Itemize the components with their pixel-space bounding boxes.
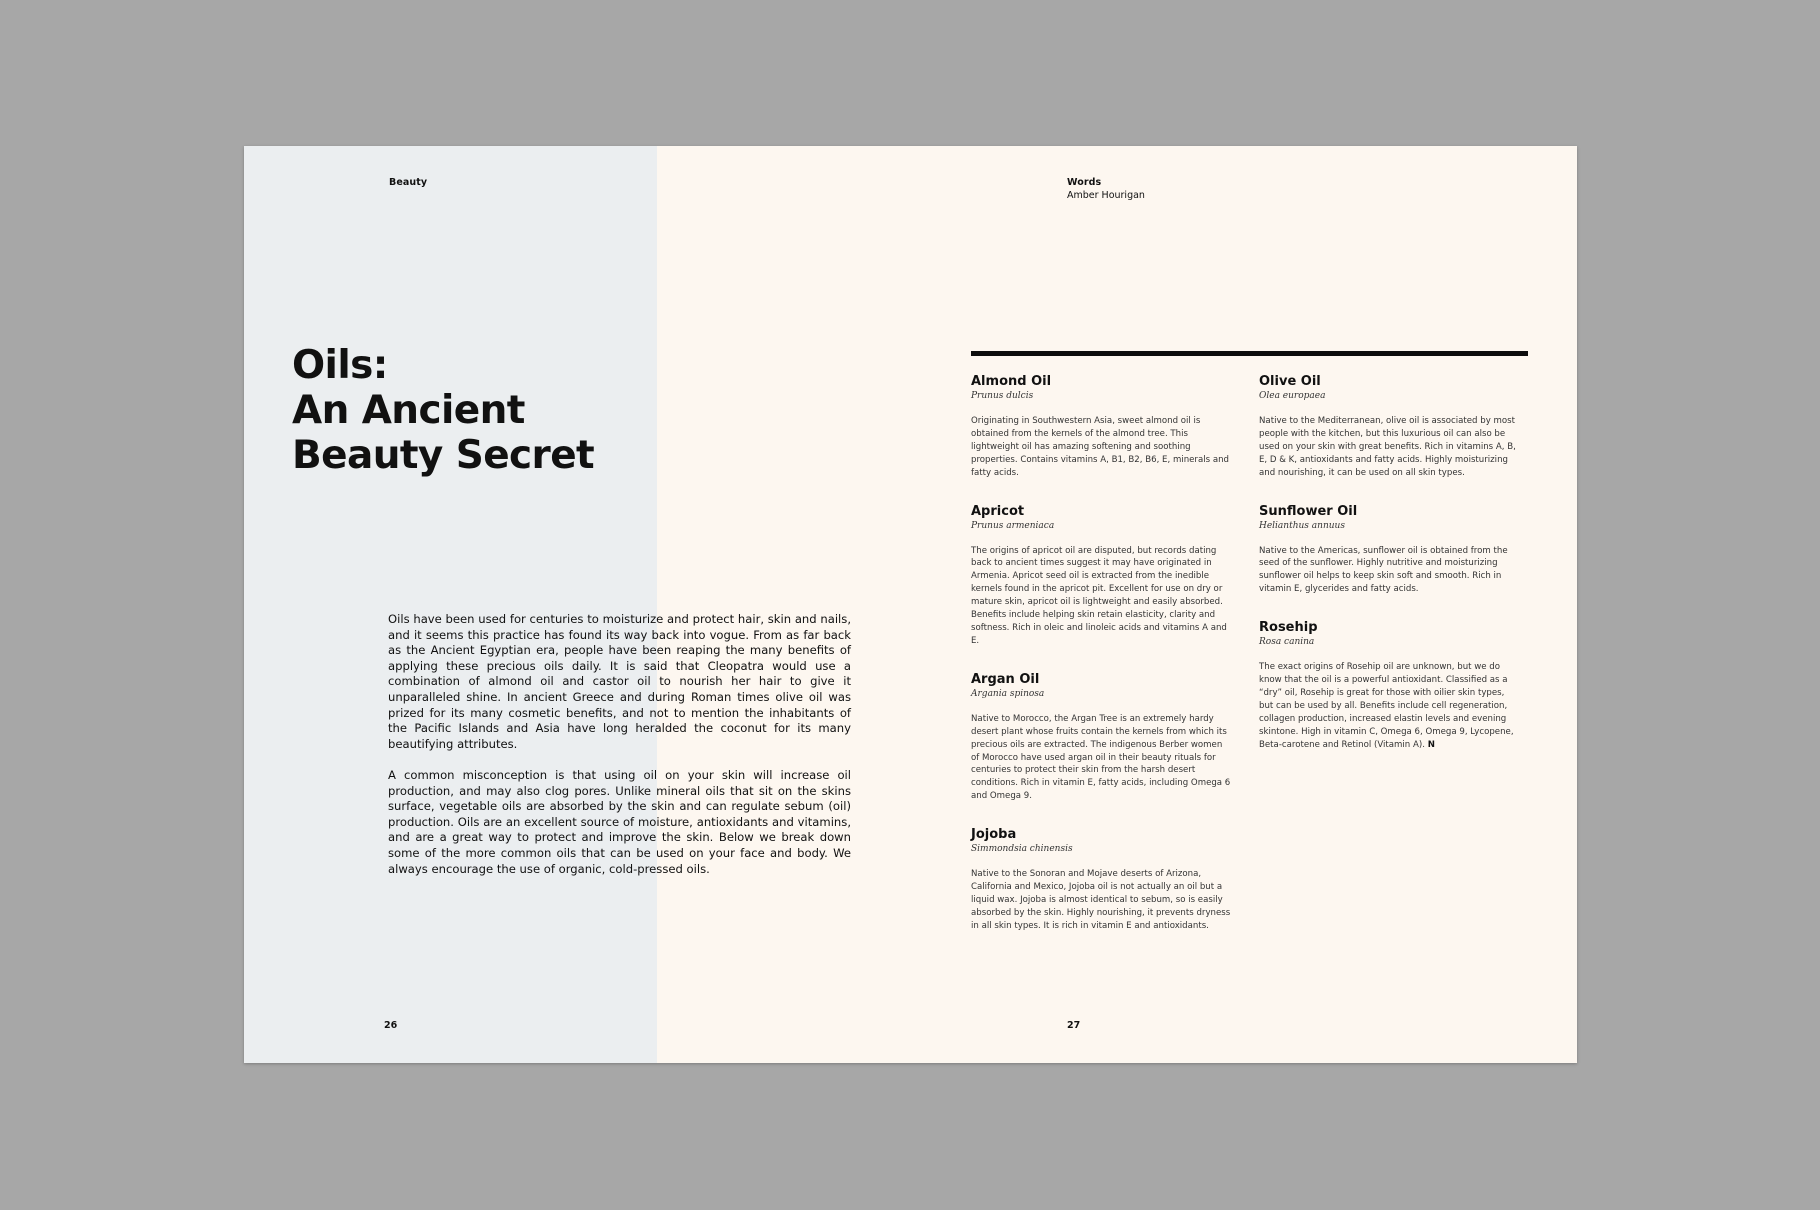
- oil-name: Rosehip: [1259, 620, 1318, 636]
- oil-description-text: The exact origins of Rosehip oil are unknown, but we do know that the oil is a powerful antioxidant. Classified as a “dry” oil, Rosehip is great for those with oilier skin types, but can be used by all. Benefits include cell regeneration, collagen production, increased elastin levels and evening skintone. High in vitamin C, Omega 6, Omega 9, Lycopene, Beta-carotene and Retinol (Vitamin A).: [1259, 662, 1514, 750]
- oil-description: Originating in Southwestern Asia, sweet almond oil is obtained from the kernels of the almond tree. This lightweight oil has amazing softening and soothing properties. Contains vitamins A, B1, B2, B6, E, minerals and fatty acids.: [971, 416, 1229, 478]
- oil-description: Native to Morocco, the Argan Tree is an extremely hardy desert plant whose fruits contain the kernels from which its precious oils are extracted. The indigenous Berber women of Morocco have used argan oil in their beauty rituals for centuries to protect their skin from the harsh desert conditions. Rich in vitamin E, fatty acids, including Omega 6 and Omega 9.: [971, 713, 1231, 802]
- oil-description: Native to the Mediterranean, olive oil is associated by most people with the kitchen, but this luxurious oil can also be used on your skin with great benefits. Rich in vitamins A, B, E, D & K, antioxidants and fatty acids. Highly moisturizing and nourishing, it can be used on all skin types.: [1259, 416, 1516, 478]
- oil-entry: [1259, 374, 1519, 480]
- oil-entry: [971, 504, 1231, 648]
- oil-entry: [1259, 620, 1519, 751]
- oil-description: Native to the Americas, sunflower oil is obtained from the seed of the sunflower. Highly nutritive and moisturizing sunflower oil helps to keep skin soft and smooth. Rich in vitamin E, glycerides and fatty acids.: [1259, 545, 1508, 595]
- oil-latin-name: Helianthus annuus: [1259, 520, 1345, 531]
- oil-name: Olive Oil: [1259, 374, 1321, 389]
- credit-name: Amber Hourigan: [1067, 190, 1145, 201]
- oil-description: The origins of apricot oil are disputed, but records dating back to ancient times suggest it may have originated in Armenia. Apricot seed oil is extracted from the inedible kernels found in the apricot pit. Excellent for use on dry or mature skin, apricot oil is lightweight and easily absorbed. Benefits include helping skin retain elasticity, clarity and softness. Rich in oleic and linoleic acids and vitamins A and E.: [971, 545, 1227, 646]
- oil-name: Jojoba: [971, 827, 1017, 843]
- oil-name: Argan Oil: [971, 671, 1040, 687]
- page-number-right: 27: [1067, 1020, 1081, 1031]
- oil-name: Almond Oil: [971, 374, 1052, 389]
- oil-latin-name: Olea europaea: [1259, 391, 1326, 401]
- oil-latin-name: Prunus armeniaca: [971, 520, 1055, 531]
- oil-entry: [971, 374, 1231, 480]
- oil-description: Native to the Sonoran and Mojave deserts of Arizona, California and Mexico, Jojoba oil is not actually an oil but a liquid wax. Jojoba is almost identical to sebum, so is easily absorbed by the skin. Highly nourishing, it prevents dryness in all skin types. It is rich in vitamin E and antioxidants.: [971, 869, 1231, 931]
- oil-column-2: [1259, 374, 1519, 776]
- article-title: [292, 343, 692, 478]
- credit-label: Words: [1067, 177, 1102, 188]
- oil-latin-name: Simmondsia chinensis: [971, 844, 1073, 855]
- section-label: Beauty: [389, 177, 428, 188]
- oil-latin-name: Prunus dulcis: [971, 391, 1034, 401]
- end-mark: N: [1427, 739, 1435, 750]
- oil-latin-name: Rosa canina: [1259, 637, 1315, 648]
- title-line-2: An Ancient: [292, 388, 525, 433]
- section-rule: [971, 351, 1528, 356]
- intro-paragraph-1: Oils have been used for centuries to moisturize and protect hair, skin and nails, and it seems this practice has found its way back into vogue. From as far back as the Ancient Egyptian era, people have been reaping the many benefits of applying these precious oils daily. It is said that Cleopatra would use a combination of almond oil and castor oil to nourish her hair to give it unparalleled shine. In ancient Greece and during Roman times olive oil was prized for its many cosmetic benefits, and not to mention the inhabitants of the Pacific Islands and Asia have long heralded the coconut for its many beautifying attributes.: [388, 612, 851, 751]
- intro-body: [388, 612, 851, 893]
- page-number-left: 26: [384, 1020, 398, 1031]
- oil-latin-name: Argania spinosa: [971, 688, 1045, 699]
- oil-name: Apricot: [971, 503, 1025, 519]
- title-line-3: Beauty Secret: [292, 433, 595, 478]
- left-color-panel: [244, 146, 657, 1063]
- oil-entry: [1259, 504, 1519, 597]
- oil-entry: [971, 672, 1231, 803]
- intro-paragraph-2: A common misconception is that using oil on your skin will increase oil production, and may also clog pores. Unlike mineral oils that sit on the skins surface, vegetable oils are absorbed by the skin and can regulate sebum (oil) production. Oils are an excellent source of moisture, antioxidants and vitamins, and are a great way to protect and improve the skin. Below we break down some of the more common oils that can be used on your face and body. We always encourage the use of organic, cold-pressed oils.: [388, 767, 851, 876]
- magazine-spread: [244, 146, 1577, 1063]
- oil-name: Sunflower Oil: [1259, 503, 1358, 519]
- oil-description: [1259, 661, 1519, 751]
- oil-column-1: [971, 374, 1231, 957]
- title-line-1: Oils:: [292, 343, 388, 388]
- oil-entry: [971, 827, 1231, 933]
